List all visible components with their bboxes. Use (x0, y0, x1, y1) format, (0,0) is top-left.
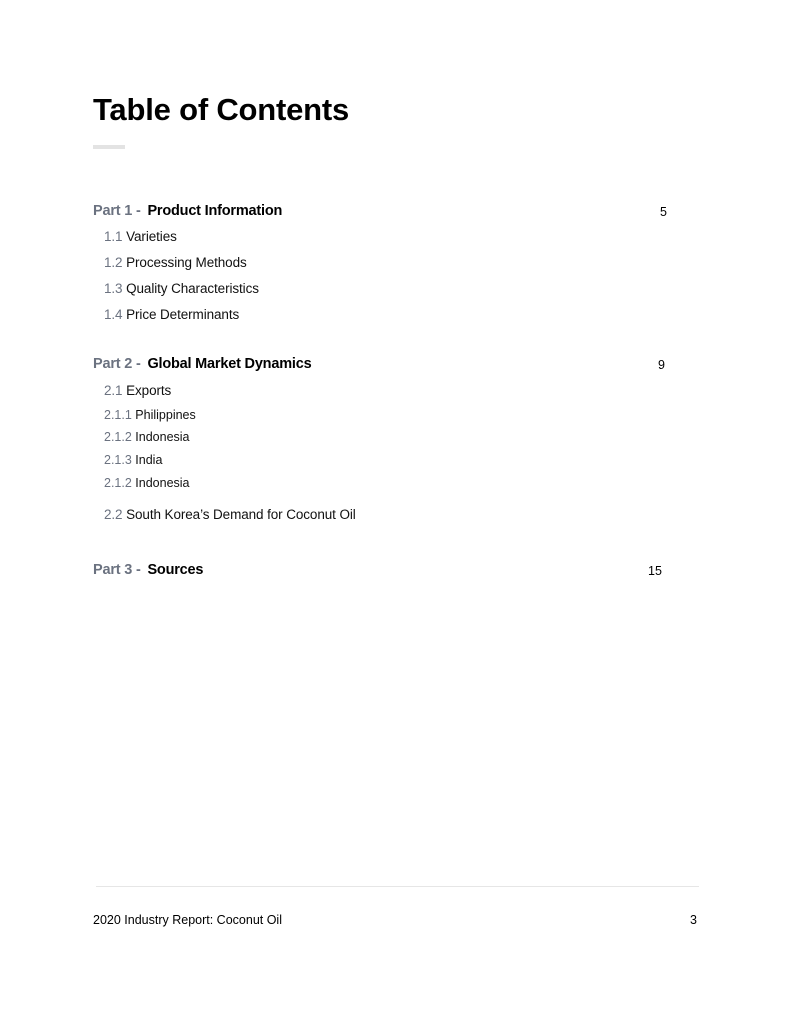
section-number: 2.1 (104, 383, 123, 398)
section-label: South Korea’s Demand for Coconut Oil (126, 507, 356, 522)
toc-section-2-1[interactable] (104, 383, 171, 398)
part-page-number: 5 (660, 205, 667, 219)
part-separator: - (135, 356, 141, 372)
title-underline (93, 145, 125, 149)
toc-subsection-2-1-3[interactable] (104, 453, 162, 467)
part-number: Part 3 (93, 562, 133, 578)
footer-report-title: 2020 Industry Report: Coconut Oil (93, 913, 282, 927)
toc-section-1-3[interactable] (104, 281, 259, 296)
footer-page-number: 3 (690, 913, 697, 927)
section-number: 2.2 (104, 507, 123, 522)
subsection-number: 2.1.2 (104, 430, 132, 444)
subsection-number: 2.1.1 (104, 408, 132, 422)
subsection-number: 2.1.3 (104, 453, 132, 467)
toc-section-2-2[interactable] (104, 507, 356, 522)
toc-subsection-2-1-2-repeat[interactable] (104, 476, 190, 490)
section-label: Quality Characteristics (126, 281, 259, 296)
subsection-label: Indonesia (135, 476, 190, 490)
toc-part-2[interactable] (93, 356, 311, 372)
toc-subsection-2-1-1[interactable] (104, 408, 196, 422)
part-number: Part 1 (93, 203, 133, 219)
part-number: Part 2 (93, 356, 133, 372)
subsection-label: India (135, 453, 163, 467)
toc-subsection-2-1-2[interactable] (104, 430, 190, 444)
section-number: 1.4 (104, 307, 123, 322)
section-label: Varieties (126, 229, 177, 244)
toc-section-1-2[interactable] (104, 255, 247, 270)
part-title: Product Information (147, 203, 283, 219)
section-number: 1.1 (104, 229, 123, 244)
part-separator: - (135, 562, 141, 578)
section-label: Price Determinants (126, 307, 240, 322)
toc-section-1-1[interactable] (104, 229, 177, 244)
part-page-number: 9 (658, 358, 665, 372)
part-title: Global Market Dynamics (147, 356, 312, 372)
page-title: Table of Contents (93, 92, 350, 127)
part-title: Sources (147, 562, 204, 578)
subsection-label: Indonesia (135, 430, 190, 444)
section-label: Processing Methods (126, 255, 247, 270)
section-number: 1.2 (104, 255, 123, 270)
subsection-label: Philippines (135, 408, 196, 422)
toc-section-1-4[interactable] (104, 307, 239, 322)
section-number: 1.3 (104, 281, 123, 296)
section-label: Exports (126, 383, 172, 398)
part-page-number: 15 (648, 564, 662, 578)
toc-part-1[interactable] (93, 203, 282, 219)
toc-part-3[interactable] (93, 562, 203, 578)
part-separator: - (135, 203, 141, 219)
footer-divider (96, 886, 699, 887)
subsection-number: 2.1.2 (104, 476, 132, 490)
